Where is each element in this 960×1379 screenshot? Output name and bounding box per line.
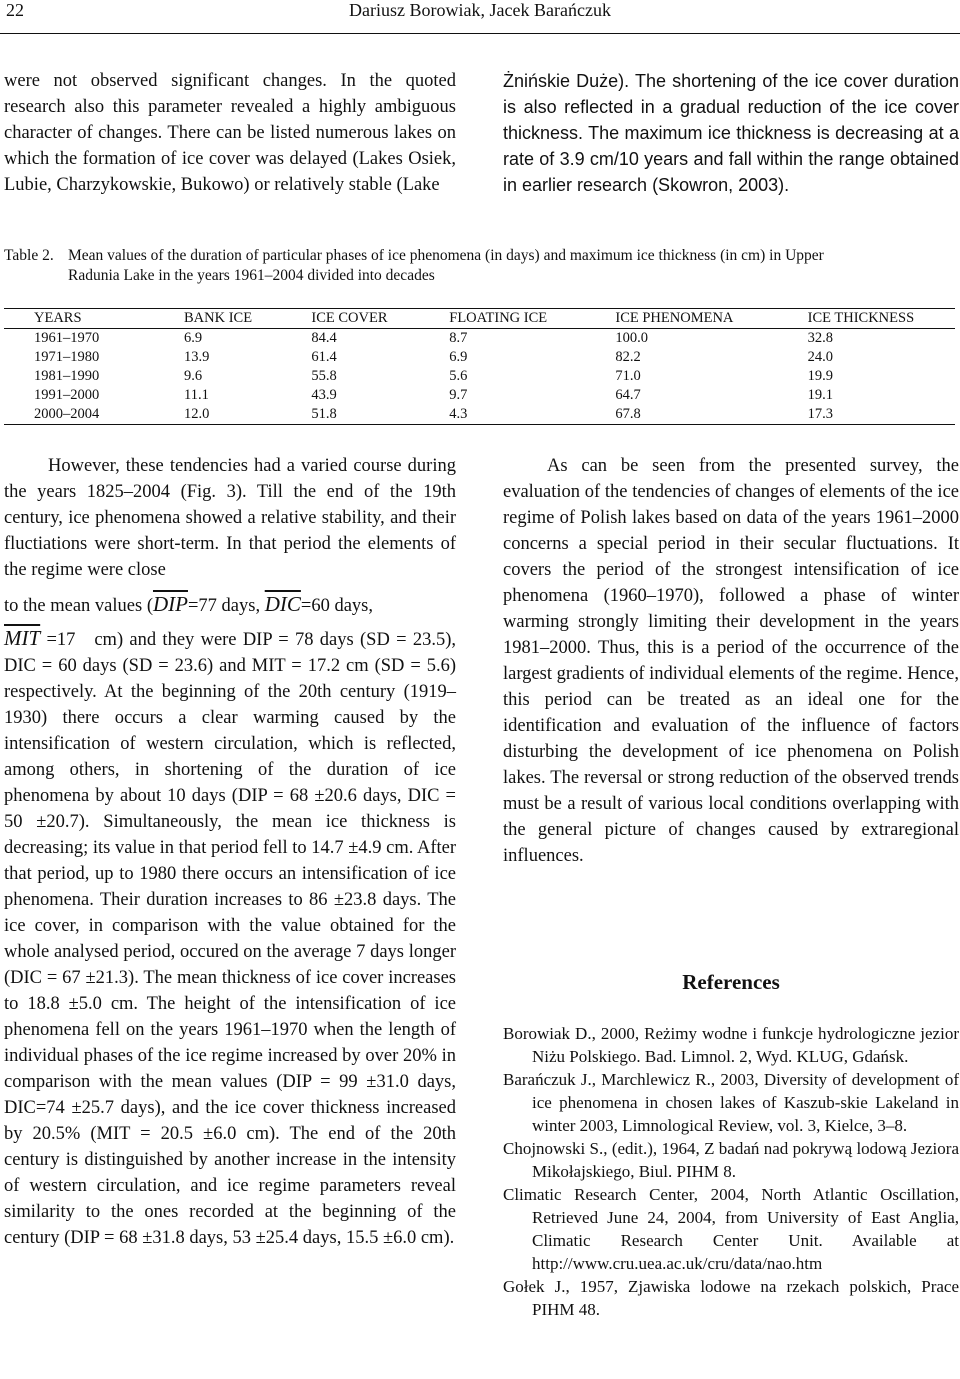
references-heading: References [682,970,780,994]
table-cell: 8.7 [449,330,468,346]
column-header: ICE COVER [281,309,419,329]
reference-item: Climatic Research Center, 2004, North Atlantic Oscillation, Retrieved June 24, 2004, from University of East Anglia, Climatic Research Center Unit. Available at http://www.cru.uea.ac.uk/cru/data/nao.htm [503,1185,959,1273]
table-row [4,386,955,405]
formula-dip-mean: $\overline{DIP}$ [152,592,188,616]
reference-item: Barańczuk J., Marchlewicz R., 2003, Diversity of development of ice phenomena in chosen lakes of Kaszub-skie Lakeland in winter 2003, Limnological Review, vol. 3, Kielce, 3–8. [503,1070,959,1135]
table-cell: 1961–1970 [34,330,100,346]
table-cell: 6.9 [184,330,203,346]
formula-value: =17 [46,630,76,650]
references-list [503,1022,959,1321]
table-cell: 19.1 [807,387,834,403]
column-header: YEARS [4,309,154,329]
top-left-column [4,68,456,198]
table-cell: 2000–2004 [4,405,154,425]
formula-mit-mean: $\overline{MIT}$ [4,626,41,650]
table-cell: 51.8 [281,405,419,425]
bottom-left-column [4,453,456,1251]
paragraph: As can be seen from the presented survey, the evaluation of the tendencies of changes of elements of the ice regime of Polish lakes based on data of the years 1961–2000 concerns a special period in their secular fluctuations. It covers the period of the strongest intensification of ice phenomena (1960–1970), followed a phase of winter warming strongly limiting their development in the years 1981–2000. Thus, this is a period of the occurrence of the largest gradients of individual elements of the regime. Hence, this period can be treated as an ideal one for the identification and evaluation of the influence of factors disturbing the development of ice phenomena on Polish lakes. The reversal or strong reduction of the observed trends must be a result of various local conditions overlapping with the general picture of changes caused by extraregional influences. [503,456,959,866]
table-header-row [4,309,955,329]
table-row [4,405,955,425]
table-row [4,367,955,386]
caption-line: Mean values of the duration of particular phases of ice phenomena (in days) and maximum ice thickness (in cm) in Upper [68,247,824,264]
table-cell: 100.0 [615,330,648,346]
table-cell: 55.8 [311,368,337,384]
top-right-column [503,68,959,198]
page-number: 22 [6,0,24,20]
header-rule [0,33,960,34]
reference-item: Gołek J., 1957, Zjawiska lodowe na rzekach polskich, Prace PIHM 48. [503,1277,959,1319]
table-cell: 71.0 [615,368,641,384]
table-row [4,348,955,367]
table-cell: 11.1 [184,387,209,403]
paragraph [4,625,456,1251]
running-head-authors: Dariusz Borowiak, Jacek Barańczuk [349,0,611,20]
paragraph: Żnińskie Duże). The shortening of the ice cover duration is also reflected in a gradual reduction of the ice cover thickness. The maximum ice thickness is decreasing at a rate of 3.9 cm/10 years and fall within the range obtained in earlier research (Skowron, 2003). [503,71,959,195]
column-header: FLOATING ICE [419,309,585,329]
bottom-right-column [503,453,959,869]
table-cell: 64.7 [615,387,641,403]
table-caption [4,246,956,286]
table-cell: 6.9 [449,349,468,365]
table-cell: 12.0 [154,405,281,425]
table-cell: 17.3 [778,405,955,425]
table-label: Table 2. [4,247,54,264]
table-cell: 9.7 [449,387,468,403]
table-cell: 32.8 [807,330,834,346]
paragraph-text: However, these tendencies had a varied course during the years 1825–2004 (Fig. 3). Till the end of the 19th century, ice phenomena showed a relative stability, and their fluctiations were short-term. In that period the elements of the regime were close [4,456,456,580]
reference-item: Borowiak D., 2000, Reżimy wodne i funkcje hydrologiczne jezior Niżu Polskiego. Bad. Limnol. 2, Wyd. KLUG, Gdańsk. [503,1024,959,1066]
formula-text: to the mean values ( [4,596,153,616]
table-cell: 82.2 [615,349,641,365]
reference-item: Chojnowski S., (edit.), 1964, Z badań nad pokrywą lodową Jeziora Mikołajskiego, Biul. PIHM 8. [503,1139,959,1181]
table-cell: 1991–2000 [34,387,100,403]
column-header: BANK ICE [154,309,281,329]
table-cell: 67.8 [585,405,777,425]
table-cell: 61.4 [311,349,337,365]
data-table [4,308,955,425]
column-header: ICE THICKNESS [778,309,955,329]
formula-dic-mean: $\overline{DIC}$ [264,592,301,616]
table-cell: 43.9 [311,387,337,403]
table-cell: 19.9 [807,368,834,384]
paragraph-text: cm) and they were DIP = 78 days (SD = 23.5), DIC = 60 days (SD = 23.6) and MIT = 17.2 cm (SD = 5.6) respectively. At the beginning of the 20th century (1919–1930) there occurs a clear warming caused by the intensification of western circulation, which is reflected, among others, in shortening of the duration of ice phenomena by about 10 days (DIP = 68 ±20.6 days, DIC = 50 ±20.7). Simultaneously, the mean ice thickness is decreasing; its value in that period fell to 14.7 ±4.9 cm. After that period, up to 1980 there occurs an intensification of ice phenomena. Their duration increases to 86 ±23.8 days. The ice cover, in comparison with the value obtained for the whole analysed period, occured on the average 7 days longer (DIC = 67 ±21.3). The mean thickness of ice cover increases to 18.8 ±5.0 cm. The height of the intensification of ice phenomena fell on the years 1961–1970 when the length of individual phases of the ice regime increased by over 20% in comparison with the mean values (DIP = 99 ±31.0 days, DIC=74 ±25.7 days), and the ice cover thickness increased by 20.5% (MIT = 20.5 ±6.0 cm). The end of the 20th century is distinguished by another increase in the intensity of western circulation, and ice regime parameters reveal similarity to the ones recorded at the beginning of the century (DIP = 68 ±31.8 days, 53 ±25.4 days, 15.5 ±6.0 cm). [4,630,457,1248]
table-cell: 84.4 [311,330,337,346]
column-header: ICE PHENOMENA [585,309,777,329]
formula-line [4,591,456,619]
caption-line: Radunia Lake in the years 1961–2004 divided into decades [68,267,435,284]
table-cell: 1971–1980 [34,349,100,365]
table-cell: 4.3 [419,405,585,425]
paragraph [4,453,456,583]
formula-value: =77 days, [187,596,261,616]
table-cell: 5.6 [449,368,468,384]
table-cell: 13.9 [184,349,210,365]
table-cell: 1981–1990 [34,368,100,384]
table-cell: 9.6 [184,368,203,384]
table-cell: 24.0 [807,349,834,365]
paragraph: were not observed significant changes. In the quoted research also this parameter revealed a highly ambiguous character of changes. There can be listed numerous lakes on which the formation of ice cover was delayed (Lakes Osiek, Lubie, Charzykowskie, Bukowo) or relatively stable (Lake [4,71,456,195]
formula-value: =60 days, [300,596,373,616]
table-row [4,329,955,349]
